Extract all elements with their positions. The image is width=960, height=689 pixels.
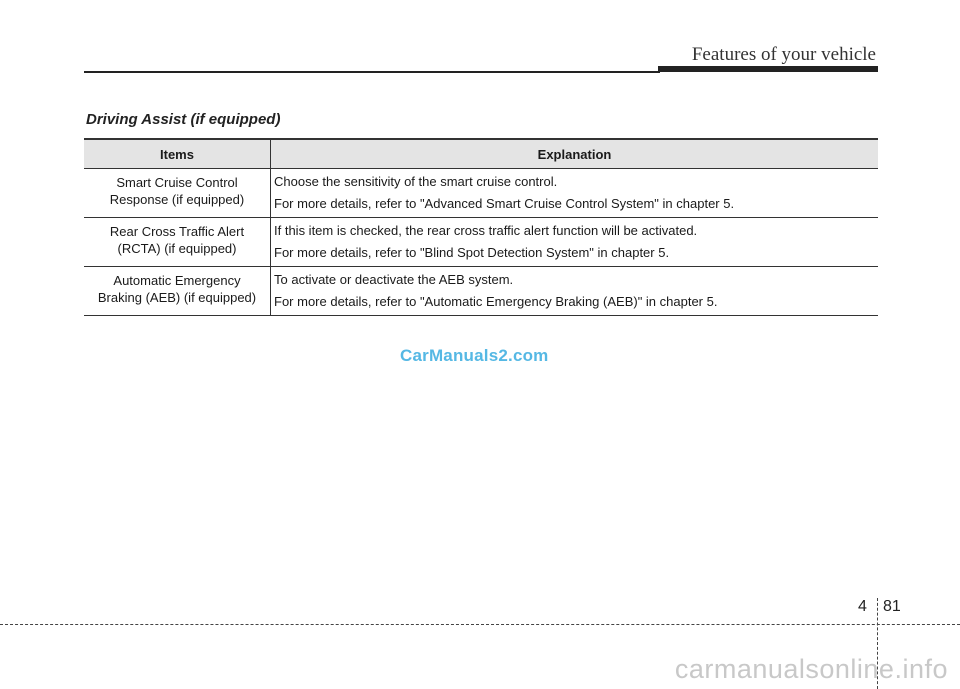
explanation-cell: [271, 218, 879, 267]
footer-dashed-line: [0, 624, 960, 625]
explanation-cell: [271, 267, 879, 316]
explanation-text: Choose the sensitivity of the smart cruise control.: [274, 174, 558, 189]
explanation-reference: For more details, refer to "Automatic Emergency Braking (AEB)" in chapter 5.: [274, 294, 718, 309]
table-row: [84, 218, 878, 267]
chapter-number: 4: [858, 598, 867, 615]
item-name-line: Smart Cruise Control: [116, 175, 238, 190]
header-rule-thick: [658, 66, 878, 72]
site-watermark: [0, 654, 960, 685]
explanation-reference: For more details, refer to "Advanced Smart Cruise Control System" in chapter 5.: [274, 196, 735, 211]
column-header-items: Items: [84, 139, 271, 169]
table-header-row: [84, 139, 878, 169]
explanation-text: To activate or deactivate the AEB system.: [274, 272, 514, 287]
item-name-line: Response (if equipped): [109, 192, 245, 207]
site-watermark-text: carmanualsonline.info: [674, 654, 948, 684]
header-title: Features of your vehicle: [691, 44, 876, 65]
table-row: [84, 169, 878, 218]
item-name-line: (RCTA) (if equipped): [117, 241, 237, 256]
header-rule-thin: [84, 71, 660, 73]
driving-assist-table: [84, 138, 878, 316]
section-title: Driving Assist (if equipped): [86, 111, 281, 128]
page-number: 81: [883, 598, 901, 615]
item-cell: [84, 169, 271, 218]
item-name-line: Automatic Emergency: [113, 273, 241, 288]
explanation-cell: [271, 169, 879, 218]
item-cell: [84, 218, 271, 267]
column-header-explanation: Explanation: [271, 139, 879, 169]
item-name-line: Rear Cross Traffic Alert: [109, 224, 245, 239]
item-name-line: Braking (AEB) (if equipped): [97, 290, 257, 305]
carmanuals-watermark: CarManuals2.com: [400, 346, 549, 365]
explanation-reference: For more details, refer to "Blind Spot Detection System" in chapter 5.: [274, 245, 670, 260]
table-row: [84, 267, 878, 316]
item-cell: [84, 267, 271, 316]
explanation-text: If this item is checked, the rear cross traffic alert function will be activated.: [274, 223, 698, 238]
